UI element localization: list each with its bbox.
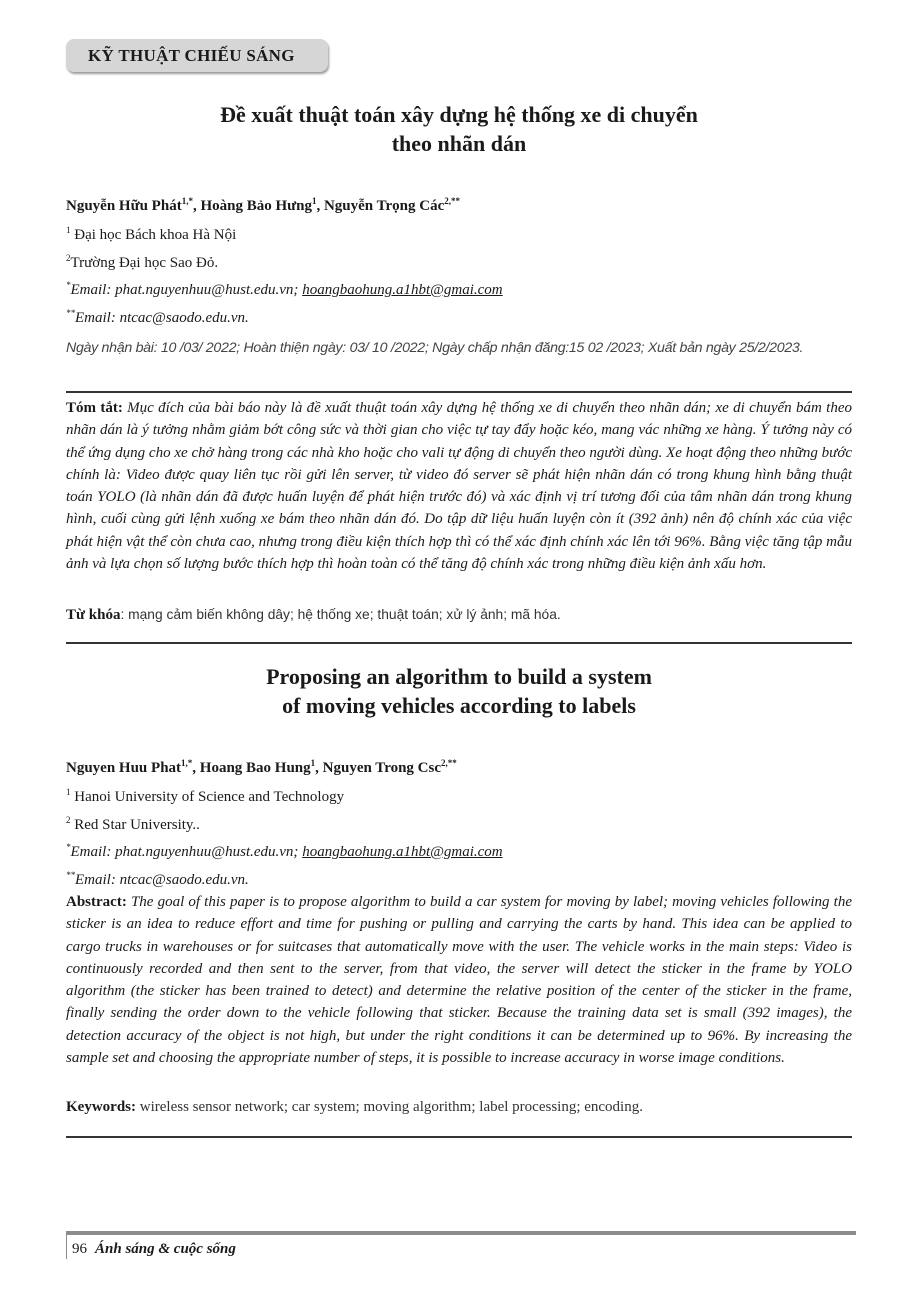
email-sup: ** — [66, 307, 75, 318]
author-separator: , — [192, 760, 200, 776]
abstract-vi — [66, 397, 852, 575]
email-line-1 — [66, 836, 852, 864]
abstract-body: The goal of this paper is to propose algorithm to build a car system for moving by label; moving vehicles following the sticker is an idea to reduce effort and time for pushing or pulling and carrying the carts by hand. This idea can be applied to cargo trucks in warehouses or for suitcases that automatically move with the user. The vehicle works in the main steps: Video is continuously recorded and then sent to the server, from that video, the server will detect the sticker in the frame by YOLO algorithm (the sticker has been trained to detect) and determine the relative position of the center of the sticker in the frame, finally sending the order down to the vehicle following that sticker. Because the training data set is small (392 images), the detection accuracy of the object is not high, but under the right conditions it can be determined up to 96%. By increasing the sample set and choosing the appropriate number of steps, it is possible to increase accuracy in worse image conditions. — [66, 894, 852, 1067]
keywords-value: wireless sensor network; car system; moving algorithm; label processing; encoding. — [136, 1099, 643, 1115]
keywords-label: Keywords: — [66, 1099, 136, 1115]
title-en-line1: Proposing an algorithm to build a system — [266, 664, 652, 689]
footer-rule — [66, 1231, 856, 1235]
affiliation-text: Hanoi University of Science and Technology — [70, 789, 345, 805]
email-text: Email: ntcac@saodo.edu.vn. — [75, 871, 249, 888]
title-vi-line2: theo nhãn dán — [391, 131, 527, 156]
keywords-vi — [66, 604, 852, 626]
author-name: Nguyễn Trọng Các — [323, 198, 445, 214]
email-sup: ** — [66, 869, 75, 880]
authors-en — [66, 758, 852, 777]
title-en-line2: of moving vehicles according to labels — [282, 693, 636, 718]
divider — [66, 642, 852, 644]
keywords-value: : mạng cảm biến không dây; hệ thống xe; thuật toán; xử lý ảnh; mã hóa. — [120, 607, 561, 622]
title-vi-line1: Đề xuất thuật toán xây dựng hệ thống xe di chuyển — [220, 102, 698, 127]
abstract-label: Abstract: — [66, 894, 127, 910]
divider — [66, 1136, 852, 1138]
footer-tick — [66, 1235, 67, 1259]
email-sup: * — [66, 280, 71, 290]
divider — [66, 391, 852, 393]
email-line-1 — [66, 274, 852, 302]
email-text: Email: phat.nguyenhuu@hust.edu.vn; — [70, 282, 303, 298]
email-text: Email: ntcac@saodo.edu.vn. — [75, 309, 249, 326]
page-footer — [72, 1241, 236, 1258]
author-name: Hoang Bao Hung — [199, 760, 311, 776]
author-sup: 1,* — [181, 758, 193, 768]
affiliation-text: Đại học Bách khoa Hà Nội — [70, 227, 237, 243]
email-link[interactable]: hoangbaohung.a1hbt@gmai.com — [302, 844, 503, 860]
affiliation-1 — [66, 781, 852, 809]
author-sup: 2,** — [444, 196, 461, 206]
affiliations-vi — [66, 219, 852, 329]
author-sup: 1 — [310, 758, 316, 768]
affiliation-text: Red Star University.. — [70, 816, 200, 833]
page-number: 96 — [72, 1241, 87, 1257]
keywords-label: Từ khóa — [66, 607, 121, 623]
affiliation-sup: 1 — [66, 787, 71, 797]
author-separator: , — [316, 198, 324, 214]
title-vi — [66, 100, 852, 158]
abstract-label: Tóm tắt: — [66, 400, 123, 416]
email-text: Email: phat.nguyenhuu@hust.edu.vn; — [70, 844, 303, 860]
abstract-body: Mục đích của bài báo này là đề xuất thuật toán xây dựng hệ thống xe di chuyển theo nhãn dán; xe di chuyển bám theo nhãn dán là ý tưởng nhằm giảm bớt công sức và thời gian cho việc tự tay đẩy hoặc kéo, mang vác những xe hàng. Ý tưởng này có thể ứng dụng cho xe chở hàng trong các nhà kho hoặc cho vali tự động di chuyển theo người dùng. Xe hoạt động theo những bước chính là: Video được quay liên tục rồi gửi lên server, từ video đó server sẽ phát hiện nhãn dán có trong khung hình bằng thuật toán YOLO (là nhãn dán đã được huấn luyện để phát hiện trước đó) và xác định vị trí tương đối của tâm nhãn dán trong khung hình, cuối cùng gửi lệnh xuống xe bám theo nhãn dán đó. Do tập dữ liệu huấn luyện còn ít (392 ảnh) nên độ chính xác của việc phát hiện vật thể còn chưa cao, nhưng trong điều kiện thích hợp thì có thể xác định chính xác lên tới 96%. Bằng việc tăng tập mẫu ảnh và lựa chọn số lượng bước thích hợp thì hoàn toàn có thể tăng độ chính xác trong những điều kiện ảnh xấu hơn. — [66, 400, 852, 573]
article-dates: Ngày nhận bài: 10 /03/ 2022; Hoàn thiện ngày: 03/ 10 /2022; Ngày chấp nhận đăng:15 02 /2023; Xuất bản ngày 25/2/2023. — [66, 340, 804, 356]
affiliation-2 — [66, 247, 852, 275]
author-sup: 1 — [311, 196, 317, 206]
author-name: Nguyen Trong Csc — [322, 760, 442, 776]
affiliations-en — [66, 781, 852, 891]
section-tag: KỸ THUẬT CHIẾU SÁNG — [66, 39, 328, 72]
affiliation-sup: 2 — [66, 252, 71, 263]
keywords-en — [66, 1096, 852, 1118]
author-name: Hoàng Bảo Hưng — [200, 198, 312, 214]
email-link[interactable]: hoangbaohung.a1hbt@gmai.com — [302, 282, 503, 298]
affiliation-sup: 2 — [66, 814, 71, 825]
author-separator: , — [192, 198, 201, 214]
author-separator: , — [315, 760, 323, 776]
author-sup: 1,* — [181, 196, 193, 206]
affiliation-sup: 1 — [66, 225, 71, 235]
author-sup: 2,** — [441, 758, 457, 768]
affiliation-1 — [66, 219, 852, 247]
publication-name: Ánh sáng & cuộc sống — [95, 1241, 236, 1257]
email-sup: * — [66, 842, 71, 852]
affiliation-text: Trường Đại học Sao Đỏ. — [70, 254, 219, 271]
author-name: Nguyen Huu Phat — [66, 760, 182, 776]
affiliation-2 — [66, 809, 852, 837]
title-en — [66, 662, 852, 720]
abstract-en — [66, 891, 852, 1069]
email-line-2 — [66, 302, 852, 330]
author-name: Nguyễn Hữu Phát — [66, 198, 182, 214]
email-line-2 — [66, 864, 852, 892]
authors-vi — [66, 196, 852, 215]
